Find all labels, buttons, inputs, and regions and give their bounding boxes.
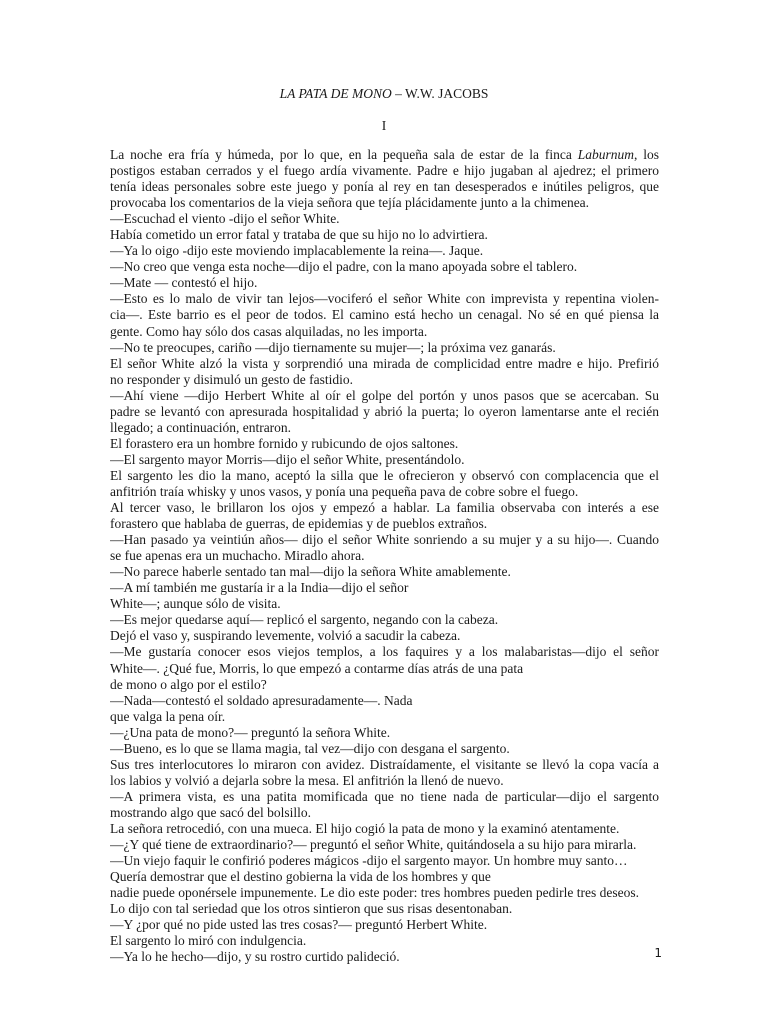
body-line: —Escuchad el viento -dijo el señor White. <box>110 211 340 227</box>
body-line: —A mí también me gustaría ir a la India—dijo el señor <box>110 580 409 596</box>
body-line: —No te preocupes, cariño —dijo tiernamente su mujer—; la próxima vez ganarás. <box>110 339 556 355</box>
body-line: no responder y disimuló un gesto de fastidio. <box>110 371 353 387</box>
body-line: —Nada—contestó el soldado apresuradamente—. Nada <box>110 692 413 708</box>
body-line: La señora retrocedió, con una mueca. El hijo cogió la pata de mono y la examinó atentamente. <box>110 820 620 836</box>
story-body <box>110 147 659 965</box>
body-line: —Me gustaría conocer esos viejos templos, a los faquires y a los malabaristas—dijo el señor <box>110 644 659 660</box>
chapter-number: I <box>381 118 387 133</box>
body-line: Quería demostrar que el destino gobierna la vida de los hombres y que <box>110 869 491 885</box>
body-line: provocaba los comentarios de la vieja señora que tejía plácidamente junto a la chimenea. <box>110 195 590 211</box>
body-line: —Ya lo he hecho—dijo, y su rostro curtido palideció. <box>110 949 400 965</box>
body-line: postigos estaban cerrados y el fuego ardía vivamente. Padre e hijo jugaban al ajedrez; el primero <box>110 163 659 179</box>
body-line: Había cometido un error fatal y trataba de que su hijo no lo advirtiera. <box>110 227 488 243</box>
story-title-work: LA PATA DE MONO <box>279 86 392 101</box>
body-line: —Esto es lo malo de vivir tan lejos—vociferó el señor White con imprevista y repentina violen- <box>110 291 659 307</box>
body-line: —El sargento mayor Morris—dijo el señor White, presentándolo. <box>110 451 465 467</box>
body-line: Al tercer vaso, le brillaron los ojos y empezó a hablar. La familia observaba con interés a ese <box>110 500 659 516</box>
body-line: —Ahí viene —dijo Herbert White al oír el golpe del portón y unos pasos que se acercaban. Su <box>110 387 659 403</box>
body-line: —No parece haberle sentado tan mal—dijo la señora White amablemente. <box>110 564 511 580</box>
body-line: gente. Como hay sólo dos casas alquiladas, no les importa. <box>110 323 428 339</box>
body-line: llegado; a continuación, entraron. <box>110 419 292 435</box>
story-title-author: W.W. JACOBS <box>405 86 489 101</box>
body-line: El señor White alzó la vista y sorprendió una mirada de complicidad entre madre e hijo. Prefirió <box>110 355 659 371</box>
body-line: que valga la pena oír. <box>110 708 226 724</box>
body-line: de mono o algo por el estilo? <box>110 676 267 692</box>
story-title <box>0 86 768 102</box>
body-line: —Y ¿por qué no pide usted las tres cosas?— preguntó Herbert White. <box>110 917 488 933</box>
body-line: —Un viejo faquir le confirió poderes mágicos -dijo el sargento mayor. Un hombre muy santo… <box>110 853 628 869</box>
body-line: anfitrión traía whisky y unos vasos, y ponía una pequeña pava de cobre sobre el fuego. <box>110 483 579 499</box>
body-line: —Bueno, es lo que se llama magia, tal vez—dijo con desgana el sargento. <box>110 740 510 756</box>
body-line: La noche era fría y húmeda, por lo que, en la pequeña sala de estar de la finca Laburnum, los <box>110 147 659 162</box>
body-line: Lo dijo con tal seriedad que los otros sintieron que sus risas desentonaban. <box>110 901 513 917</box>
body-line: —Ya lo oigo -dijo este moviendo implacablemente la reina—. Jaque. <box>110 243 484 259</box>
body-line: se fue apenas era un muchacho. Miradlo ahora. <box>110 548 365 564</box>
house-name: Laburnum <box>577 147 634 162</box>
body-line: White—; aunque sólo de visita. <box>110 596 281 612</box>
body-line: padre se levantó con apresurada hospitalidad y abrió la puerta; lo oyeron lamentarse ante el recién <box>110 403 659 419</box>
body-line: mostrando algo que sacó del bolsillo. <box>110 804 311 820</box>
body-line: —¿Una pata de mono?— preguntó la señora White. <box>110 724 391 740</box>
body-line: El forastero era un hombre fornido y rubicundo de ojos saltones. <box>110 435 459 451</box>
body-line: tenía ideas personales sobre este juego y ponía al rey en tan desesperados e inútiles peligros, que <box>110 179 659 195</box>
body-line: —Mate — contestó el hijo. <box>110 275 258 291</box>
body-line: El sargento lo miró con indulgencia. <box>110 933 307 949</box>
body-line: forastero que hablaba de guerras, de epidemias y de pueblos extraños. <box>110 516 488 532</box>
body-line: —A primera vista, es una patita momificada que no tiene nada de particular—dijo el sargento <box>110 788 659 804</box>
story-title-separator: – <box>391 86 405 101</box>
body-line: Dejó el vaso y, suspirando levemente, volvió a sacudir la cabeza. <box>110 628 461 644</box>
page-number: 1 <box>654 946 662 960</box>
body-line: —Han pasado ya veintiún años— dijo el señor White sonriendo a su mujer y a su hijo—. Cuando <box>110 532 659 548</box>
body-line: —No creo que venga esta noche—dijo el padre, con la mano apoyada sobre el tablero. <box>110 259 578 275</box>
body-line: El sargento les dio la mano, aceptó la silla que le ofrecieron y observó con complacencia que el <box>110 467 659 483</box>
body-line: cia—. Este barrio es el peor de todos. El camino está hecho un cenagal. No sé en qué piensa la <box>110 307 659 323</box>
body-line: White—. ¿Qué fue, Morris, lo que empezó a contarme días atrás de una pata <box>110 660 524 676</box>
body-line: —¿Y qué tiene de extraordinario?— preguntó el señor White, quitándosela a su hijo para mirarla. <box>110 837 637 853</box>
body-line: Sus tres interlocutores lo miraron con avidez. Distraídamente, el visitante se llevó la copa vacía a <box>110 756 659 772</box>
body-line: los labios y volvió a dejarla sobre la mesa. El anfitrión la llenó de nuevo. <box>110 772 504 788</box>
body-line: nadie puede oponérsele impunemente. Le dio este poder: tres hombres pueden pedirle tres deseos. <box>110 885 639 901</box>
body-line: —Es mejor quedarse aquí— replicó el sargento, negando con la cabeza. <box>110 612 499 628</box>
